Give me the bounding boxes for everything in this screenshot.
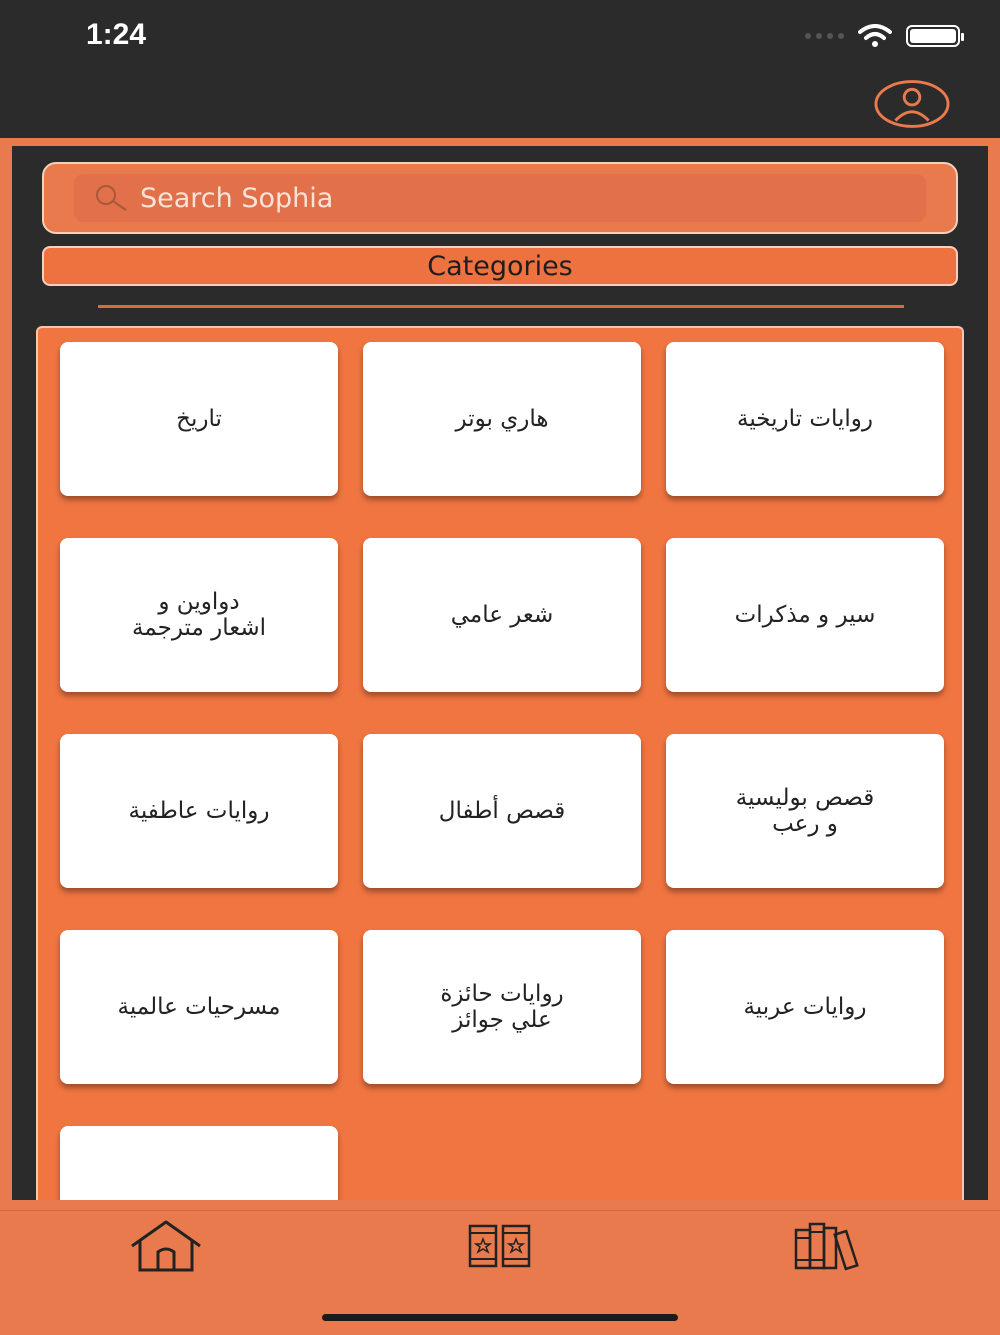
category-card[interactable] <box>363 930 641 1084</box>
category-label: تاريخ <box>176 406 222 432</box>
profile-icon <box>874 79 950 129</box>
home-icon <box>126 1218 206 1274</box>
status-time: 1:24 <box>86 18 147 51</box>
category-card[interactable] <box>363 538 641 692</box>
category-card[interactable] <box>363 342 641 496</box>
category-card[interactable] <box>60 538 338 692</box>
categories-title: Categories <box>42 246 958 286</box>
library-icon <box>792 1220 876 1272</box>
featured-books-icon <box>467 1223 533 1269</box>
category-label: هاري بوتر <box>455 406 549 432</box>
category-card[interactable] <box>666 538 944 692</box>
main-content <box>12 146 988 1200</box>
search-icon <box>92 183 130 213</box>
category-label: دواوين و اشعار مترجمة <box>132 589 266 641</box>
category-card[interactable] <box>666 734 944 888</box>
category-card[interactable] <box>60 1126 338 1200</box>
category-label: قصص أطفال <box>438 798 566 824</box>
category-label: مسرحيات عالمية <box>117 994 281 1020</box>
category-label: قصص بوليسية و رعب <box>735 785 875 837</box>
search-field-container <box>74 174 926 222</box>
tab-featured[interactable] <box>440 1211 560 1281</box>
tab-library[interactable] <box>774 1211 894 1281</box>
battery-icon <box>906 25 960 47</box>
category-label: سير و مذكرات <box>734 602 876 628</box>
status-icons <box>805 24 960 48</box>
category-card[interactable] <box>60 734 338 888</box>
category-card[interactable] <box>363 734 641 888</box>
category-label: روايات حائزة علي جوائز <box>440 981 564 1033</box>
search-input[interactable] <box>130 182 902 215</box>
tab-home[interactable] <box>106 1211 226 1281</box>
home-indicator <box>322 1314 678 1321</box>
divider <box>98 305 904 308</box>
category-card[interactable] <box>666 342 944 496</box>
cellular-signal-icon <box>805 33 844 39</box>
category-label: روايات عربية <box>743 994 867 1020</box>
wifi-icon <box>858 24 892 48</box>
category-card[interactable] <box>60 930 338 1084</box>
category-card[interactable] <box>60 342 338 496</box>
category-label: روايات تاريخية <box>736 406 873 432</box>
status-bar <box>0 0 1000 138</box>
categories-grid <box>36 326 964 1200</box>
category-label: شعر عامي <box>450 602 554 628</box>
category-card[interactable] <box>666 930 944 1084</box>
category-label: روايات عاطفية <box>128 798 270 824</box>
profile-button[interactable] <box>874 80 950 128</box>
search-bar <box>42 162 958 234</box>
